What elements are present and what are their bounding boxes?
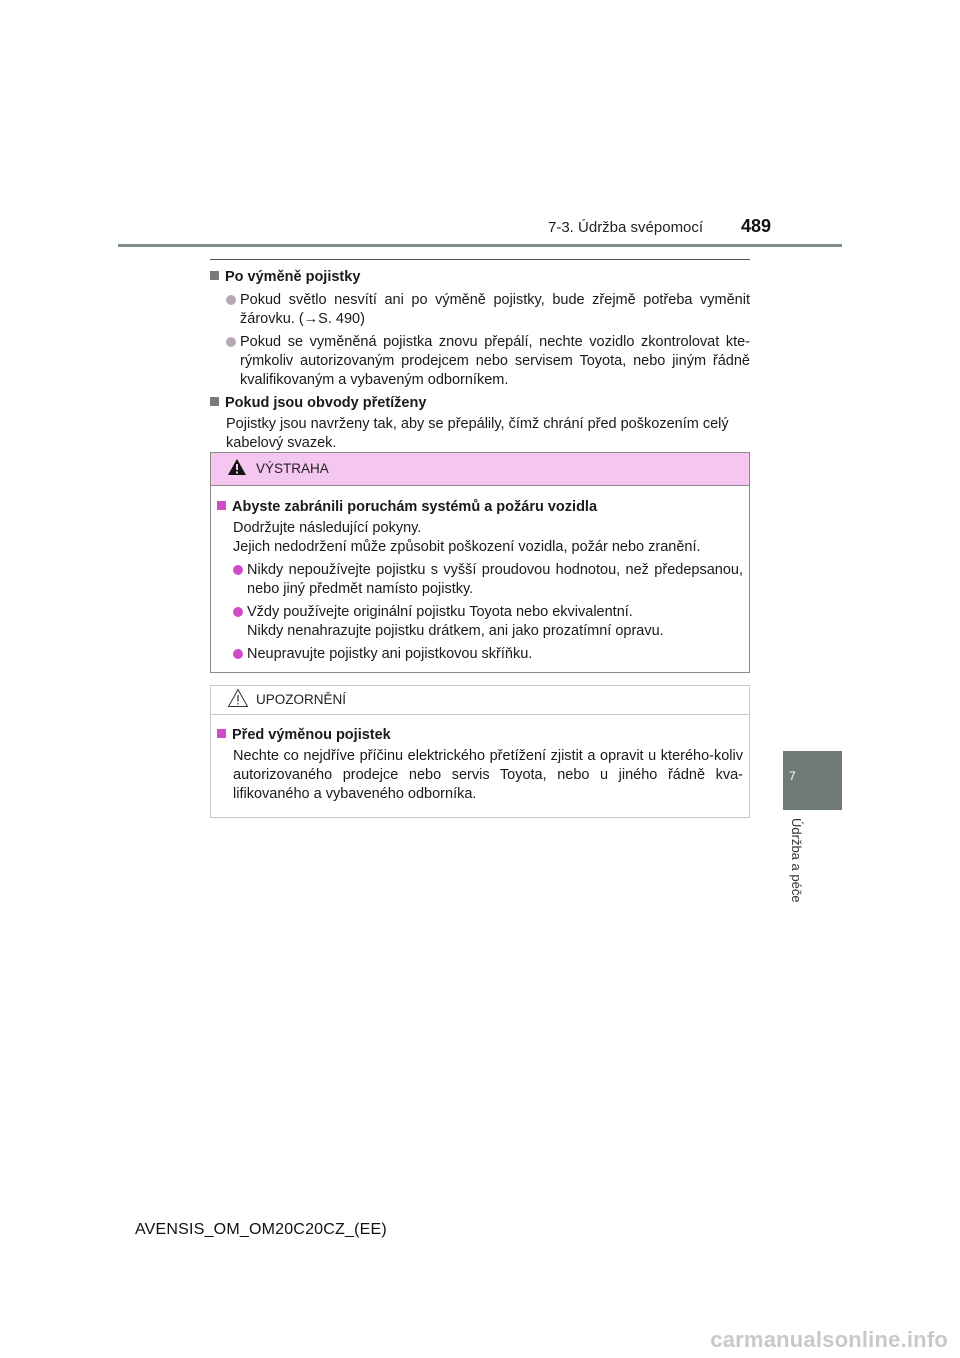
list-item-text: Neupravujte pojistky ani pojistkovou skříňku. — [247, 646, 533, 662]
section-heading — [210, 394, 750, 413]
warning-body — [211, 486, 749, 664]
header-rule — [118, 244, 842, 247]
list-item-line: Vždy používejte originální pojistku Toyota nebo ekvivalentní. — [247, 604, 633, 620]
round-bullet-icon — [226, 337, 236, 347]
chapter-tab[interactable] — [783, 751, 842, 810]
caution-heading — [217, 726, 743, 745]
round-bullet-icon — [233, 565, 243, 575]
list-item-text — [247, 603, 743, 641]
round-bullet-icon — [233, 649, 243, 659]
caution-triangle-icon — [227, 688, 249, 708]
caution-body — [211, 715, 749, 804]
square-bullet-icon — [217, 501, 226, 510]
main-content — [210, 265, 750, 453]
round-bullet-icon — [226, 295, 236, 305]
section-title: Po výměně pojistky — [225, 269, 361, 285]
running-header-section: 7-3. Údržba svépomocí — [548, 219, 704, 236]
list-item — [226, 333, 750, 390]
watermark: carmanualsonline.info — [710, 1327, 948, 1352]
list-item-text: Pokud se vyměněná pojistka znovu přepálí, nechte vozidlo zkontrolovat kte-rýmkoliv autorizovaným prodejcem nebo servisem Toyota, nebo jiným řádně kvalifikovaným a vybaveným odborníkem. — [240, 334, 750, 388]
list-item-line: Nikdy nenahrazujte pojistku drátkem, ani jako prozatímní opravu. — [247, 623, 664, 639]
list-item — [233, 561, 743, 599]
list-item — [233, 603, 743, 641]
square-bullet-icon — [217, 729, 226, 738]
chapter-tab-label: Údržba a péče — [789, 818, 804, 903]
round-bullet-icon — [233, 607, 243, 617]
page-number: 489 — [741, 216, 772, 236]
warning-heading-text: Abyste zabránili poruchám systémů a požáru vozidla — [232, 499, 598, 515]
warning-line: Jejich nedodržení může způsobit poškození vozidla, požár nebo zranění. — [233, 539, 701, 555]
caution-title: UPOZORNĚNÍ — [256, 692, 347, 707]
warning-triangle-icon — [227, 458, 247, 476]
list-item-text: Pokud světlo nesvítí ani po výměně pojistky, bude zřejmě potřeba vyměnit žárovku. (→S. 490) — [240, 292, 750, 327]
square-bullet-icon — [210, 397, 219, 406]
warning-box — [210, 452, 750, 673]
content-top-rule — [210, 259, 750, 260]
square-bullet-icon — [210, 271, 219, 280]
section-heading — [210, 268, 750, 287]
caution-box — [210, 685, 750, 818]
warning-line: Dodržujte následující pokyny. — [233, 520, 422, 536]
section-title: Pokud jsou obvody přetíženy — [225, 395, 427, 411]
caution-header — [211, 686, 749, 715]
warning-header — [211, 453, 749, 486]
warning-title: VÝSTRAHA — [256, 461, 329, 476]
chapter-tab-number: 7 — [789, 769, 796, 783]
caution-heading-text: Před výměnou pojistek — [232, 727, 391, 743]
warning-heading — [217, 498, 743, 517]
list-item — [226, 291, 750, 329]
caution-paragraph: Nechte co nejdříve příčinu elektrického přetížení zjistit a opravit u kterého-koliv autorizovaného prodejce nebo servis Toyota, nebo u jiného řádně kva-lifikovaného a vybaveného odborníka. — [233, 748, 743, 802]
list-item-text: Nikdy nepoužívejte pojistku s vyšší proudovou hodnotou, než předepsanou, nebo jiný předmět namísto pojistky. — [247, 562, 743, 597]
document-code: AVENSIS_OM_OM20C20CZ_(EE) — [135, 1221, 387, 1238]
section-paragraph: Pojistky jsou navrženy tak, aby se přepálily, čímž chrání před poškozením celý kabelový svazek. — [226, 416, 729, 451]
list-item — [233, 645, 743, 664]
